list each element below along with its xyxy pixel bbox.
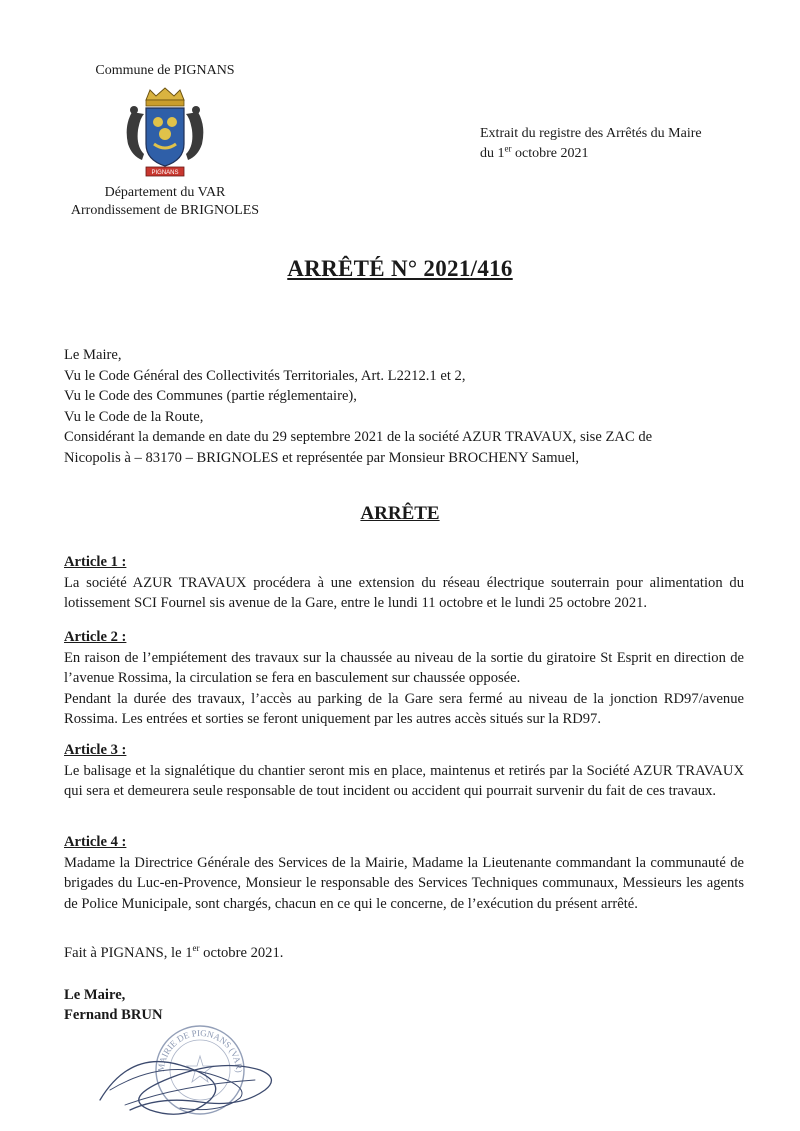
- preamble-line: Vu le Code de la Route,: [64, 408, 204, 425]
- decision-heading: ARRÊTE: [360, 503, 440, 524]
- coat-of-arms-icon: [110, 86, 220, 180]
- signer-title: Le Maire,: [64, 987, 126, 1003]
- article-4: [64, 832, 744, 914]
- article-text: Madame la Directrice Générale des Services de la Mairie, Madame la Lieutenante commandant la communauté de brigades du Luc-en-Provence, Monsieur le responsable des Services Techniques communaux, Messieurs les agents de Police Municipale, sont chargés, chacun en ce qui le concerne, de l’exécution du présent arrêté.: [64, 854, 744, 912]
- article-2: [64, 627, 744, 730]
- handwritten-signature-icon: [90, 1027, 290, 1125]
- signatory: [64, 985, 163, 1025]
- article-text: Le balisage et la signalétique du chantier seront mis en place, maintenus et retirés par la Société AZUR TRAVAUX qui sera et demeurera seule responsable de tout incident ou accident qui pourrait survenir du fait de ces travaux.: [64, 762, 744, 799]
- article-heading: Article 3 :: [64, 742, 127, 758]
- article-heading: Article 4 :: [64, 834, 127, 850]
- departement: Département du VAR: [104, 185, 226, 200]
- extract-line: Extrait du registre des Arrêtés du Maire: [480, 126, 702, 141]
- arrondissement: Arrondissement de BRIGNOLES: [70, 203, 260, 218]
- article-heading: Article 2 :: [64, 629, 127, 645]
- article-heading: Article 1 :: [64, 554, 127, 570]
- article-3: [64, 740, 744, 802]
- stamp-text: MAIRIE DE PIGNANS (VAR): [155, 1027, 245, 1073]
- preamble-line: Vu le Code Général des Collectivités Territoriales, Art. L2212.1 et 2,: [64, 367, 466, 384]
- article-text: En raison de l’empiétement des travaux sur la chaussée au niveau de la sortie du giratoire St Esprit en direction de l’avenue Rossima, la circulation se fera en basculement sur chaussée opposée.: [64, 649, 744, 686]
- article-1: [64, 552, 744, 614]
- register-extract: [480, 124, 702, 164]
- preamble-line: Le Maire,: [64, 347, 122, 363]
- preamble: [64, 345, 744, 468]
- coat-banner-text: PIGNANS: [151, 170, 179, 176]
- place-and-date: Fait à PIGNANS, le 1er octobre 2021.: [64, 943, 284, 961]
- article-text: La société AZUR TRAVAUX procédera à une extension du réseau électrique souterrain pour alimentation du lotissement SCI Fournel sis avenue de la Gare, entre le lundi 11 octobre et le lundi 25 octobre 2021.: [64, 574, 744, 611]
- article-text-2: Pendant la durée des travaux, l’accès au parking de la Gare sera fermé au niveau de la jonction RD97/avenue Rossima. Les entrées et sorties se feront uniquement par les autres accès situés sur la RD97.: [64, 690, 744, 727]
- preamble-line: Considérant la demande en date du 29 septembre 2021 de la société AZUR TRAVAUX, sise ZAC de: [64, 429, 653, 445]
- commune-name: Commune de PIGNANS: [95, 63, 235, 78]
- extract-date: du 1er octobre 2021: [480, 143, 589, 161]
- preamble-line: Nicopolis à – 83170 – BRIGNOLES et représentée par Monsieur BROCHENY Samuel,: [64, 449, 580, 466]
- preamble-line: Vu le Code des Communes (partie réglementaire),: [64, 388, 357, 404]
- municipality-header: [60, 62, 270, 220]
- document-title: ARRÊTÉ N° 2021/416: [287, 256, 513, 281]
- signer-name: Fernand BRUN: [64, 1007, 163, 1023]
